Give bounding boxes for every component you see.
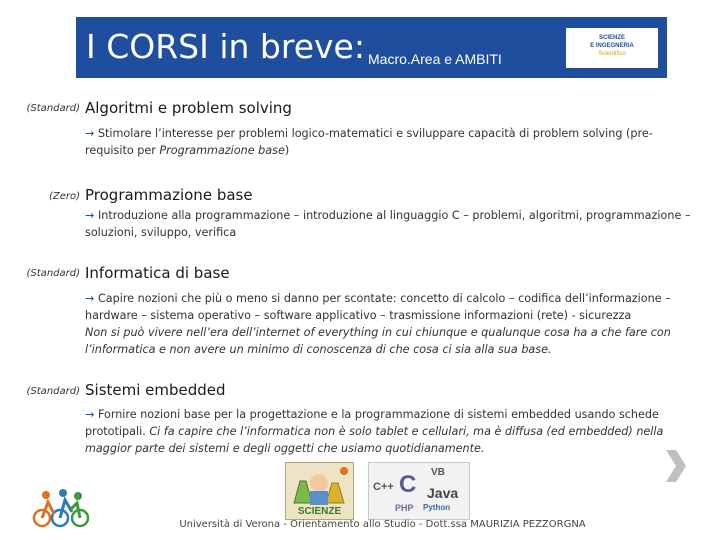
course-level-tag: (Zero): [48, 191, 80, 202]
course-description-informatica: [85, 290, 695, 358]
description-italic: Ci fa capire che l’informatica non è solo tablet e cellulari, ma è diffusa (ed embedded) nella maggior parte dei sistemi e degli oggetti che usiamo quotidianamente.: [85, 425, 664, 455]
course-description-programmazione: [85, 207, 695, 241]
course-title-programmazione: Programmazione base: [85, 186, 253, 204]
programming-languages-collage: [368, 462, 470, 520]
lang-label: C: [399, 471, 417, 498]
description-end: ): [284, 144, 290, 157]
department-logo: [566, 28, 658, 68]
course-title-informatica: Informatica di base: [85, 264, 230, 282]
description-italic: Non si può vivere nell’era dell’internet of everything in cui chiunque e qualunque cosa ha a che fare con l’informatica e non avere un minimo di conoscenza di che cosa ci sia alla sua base.: [85, 326, 671, 356]
footer-credit: Università di Verona - Orientamento allo Studio - Dott.ssa MAURIZIA PEZZORGNA: [179, 519, 586, 530]
logo-line-2: E INGEGNERIA: [590, 43, 634, 49]
arrow-icon: →: [85, 209, 95, 222]
course-title-algoritmi: Algoritmi e problem solving: [85, 99, 292, 117]
course-level-tag: (Standard): [26, 386, 80, 397]
lang-label: C++: [373, 481, 394, 493]
course-description-algoritmi: [85, 125, 695, 159]
page-subtitle: Macro.Area e AMBITI: [368, 51, 502, 67]
lang-label: Python: [423, 503, 451, 512]
arrow-icon: →: [85, 127, 95, 140]
description-text: Capire nozioni che più o meno si danno per scontate: concetto di calcolo – codifica dell’informazione – hardware – sistema operativo – software applicativo – trasmissione informazioni (rete) - sicurezza: [85, 292, 671, 322]
arrow-icon: →: [85, 292, 95, 305]
description-text: Stimolare l’interesse per problemi logico-matematici e sviluppare capacità di problem solving (pre-requisito per: [85, 127, 653, 157]
course-title-embedded: Sistemi embedded: [85, 381, 226, 399]
lang-label: PHP: [395, 503, 414, 513]
description-text: Fornire nozioni base per la progettazione e la programmazione di sistemi embedded usando schede prototipali.: [85, 408, 659, 438]
course-level-tag: (Standard): [26, 103, 80, 114]
course-description-embedded: [85, 406, 695, 457]
header-banner: [76, 17, 667, 78]
description-text: Introduzione alla programmazione – introduzione al linguaggio C – problemi, algoritmi, programmazione – soluzioni, sviluppo, verifica: [85, 209, 691, 239]
course-level-tag: (Standard): [26, 268, 80, 279]
lang-label: Java: [427, 485, 459, 501]
science-label: SCIENZE: [297, 506, 342, 517]
science-illustration: [285, 462, 354, 520]
logo-line-3: Scientifico: [598, 51, 626, 57]
chevron-right-icon[interactable]: [660, 446, 688, 486]
arrow-icon: →: [85, 408, 95, 421]
page-title: I CORSI in breve:: [86, 27, 365, 66]
lang-label: VB: [431, 467, 445, 478]
logo-line-1: SCIENZE: [598, 35, 625, 41]
description-italic: Programmazione base: [159, 144, 285, 157]
